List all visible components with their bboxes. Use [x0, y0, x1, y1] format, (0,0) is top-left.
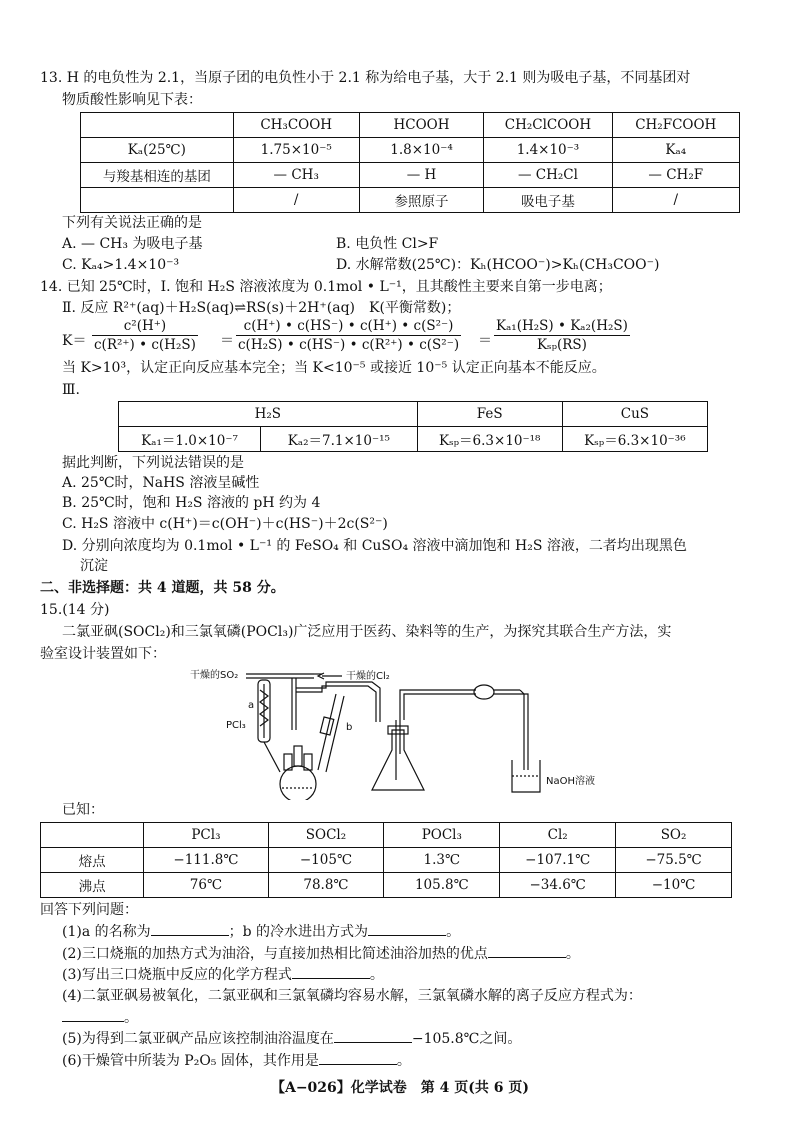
table-cell: Kₐ(25℃): [81, 138, 234, 163]
table-cell: — CH₂Cl: [484, 163, 612, 188]
section-heading: 二、非选择题：共 4 道题，共 58 分。: [40, 580, 285, 596]
table-row: [41, 873, 732, 898]
q15-sub2: [62, 943, 580, 964]
q15-title: 15.(14 分): [40, 602, 110, 618]
q13-option-b: B. 电负性 Cl>F: [336, 236, 439, 252]
table-row: [41, 848, 732, 873]
sub3-end: 。: [369, 967, 384, 983]
equals-sign: ＝: [478, 333, 492, 349]
table-cell: 参照原子: [359, 188, 484, 213]
equals-sign: ＝: [220, 333, 234, 349]
table-cell: PCl₃: [144, 823, 268, 848]
label-cl2: 干燥的Cl₂: [346, 671, 390, 682]
table-cell: H₂S: [119, 402, 418, 427]
label-b: b: [346, 722, 353, 733]
table-cell: /: [612, 188, 739, 213]
table-cell: CH₂ClCOOH: [484, 113, 612, 138]
table-row: [81, 163, 740, 188]
table-cell: 1.3℃: [384, 848, 500, 873]
table-cell: Kₛₚ＝6.3×10⁻³⁶: [562, 427, 707, 452]
fraction-denominator: Kₛₚ(RS): [536, 337, 587, 353]
q14-line5: Ⅲ.: [62, 382, 80, 398]
sub1-part-c: 。: [446, 924, 461, 940]
answer-blank[interactable]: [319, 1050, 397, 1065]
table-cell: CuS: [562, 402, 707, 427]
table-cell: /: [233, 188, 359, 213]
table-cell: 1.75×10⁻⁵: [233, 138, 359, 163]
q13-stem: 下列有关说法正确的是: [62, 215, 202, 231]
sub3-text: (3)写出三口烧瓶中反应的化学方程式: [62, 967, 292, 983]
table-row: [119, 402, 708, 427]
table-cell: 吸电子基: [484, 188, 612, 213]
q15-intro2: 验室设计装置如下：: [40, 646, 166, 662]
q13-table: [80, 112, 740, 213]
answer-blank[interactable]: [488, 943, 566, 958]
label-naoh: NaOH溶液: [546, 776, 595, 787]
q14-line4: 当 K>10³，认定正向反应基本完全；当 K<10⁻⁵ 或接近 10⁻⁵ 认定正向基本不能反应。: [62, 360, 606, 376]
table-cell: −111.8℃: [144, 848, 268, 873]
q14-option-a: A. 25℃时，NaHS 溶液呈碱性: [62, 475, 260, 491]
q13-option-a: A. — CH₃ 为吸电子基: [62, 236, 203, 252]
q15-intro1: 二氯亚砜(SOCl₂)和三氯氧磷(POCl₃)广泛应用于医药、染料等的生产，为探究其联合生产方法，实: [62, 624, 672, 640]
table-cell: −107.1℃: [500, 848, 616, 873]
table-row: [119, 427, 708, 452]
sub2-text: (2)三口烧瓶的加热方式为油浴，与直接加热相比简述油浴加热的优点: [62, 946, 488, 962]
fraction-denominator: c(H₂S) • c(HS⁻) • c(R²⁺) • c(S²⁻): [238, 337, 460, 353]
table-cell: 76℃: [144, 873, 268, 898]
table-cell: 沸点: [41, 873, 144, 898]
apparatus-diagram: [176, 660, 622, 800]
q15-table: [40, 822, 732, 898]
table-cell: 熔点: [41, 848, 144, 873]
sub1-part-b: ；b 的冷水进出方式为: [228, 924, 369, 940]
answer-blank[interactable]: [334, 1028, 412, 1043]
table-cell: 1.4×10⁻³: [484, 138, 612, 163]
table-cell: HCOOH: [359, 113, 484, 138]
fraction-numerator: Kₐ₁(H₂S) • Kₐ₂(H₂S): [496, 318, 628, 334]
q14-fraction-3: [494, 317, 630, 354]
sub1-part-a: (1)a 的名称为: [62, 924, 151, 940]
label-a: a: [248, 700, 255, 711]
table-cell: CH₃COOH: [233, 113, 359, 138]
table-cell: — CH₃: [233, 163, 359, 188]
sub6-text: (6)干燥管中所装为 P₂O₅ 固体，其作用是: [62, 1053, 319, 1069]
fraction-numerator: c²(H⁺): [92, 317, 198, 336]
table-cell: −10℃: [616, 873, 732, 898]
sub6-end: 。: [396, 1053, 411, 1069]
table-cell: 78.8℃: [268, 873, 384, 898]
q14-line2: Ⅱ. 反应 R²⁺(aq)＋H₂S(aq)⇌RS(s)＋2H⁺(aq) K(平衡常数)；: [62, 300, 461, 316]
table-cell: Cl₂: [500, 823, 616, 848]
table-cell: SO₂: [616, 823, 732, 848]
q14-option-b: B. 25℃时，饱和 H₂S 溶液的 pH 约为 4: [62, 495, 321, 511]
q13-line2: 物质酸性影响见下表：: [62, 92, 202, 108]
answer-blank[interactable]: [151, 921, 229, 936]
table-cell: 与羧基相连的基团: [81, 163, 234, 188]
q15-sub5: [62, 1028, 521, 1049]
q14-option-d-cont: 沉淀: [80, 558, 108, 574]
table-cell: Kₐ₁＝1.0×10⁻⁷: [119, 427, 261, 452]
sub5-end: −105.8℃之间。: [411, 1031, 522, 1047]
q15-answer-intro: 回答下列问题：: [40, 902, 138, 918]
table-row: [41, 823, 732, 848]
table-cell: −75.5℃: [616, 848, 732, 873]
fraction-denominator: c(R²⁺) • c(H₂S): [94, 337, 196, 353]
q14-line1: 14. 已知 25℃时，Ⅰ. 饱和 H₂S 溶液浓度为 0.1mol • L⁻¹，且其酸性主要来自第一步电离；: [40, 279, 612, 295]
q15-sub3: [62, 964, 384, 985]
table-cell: Kₐ₄: [612, 138, 739, 163]
q15-known: 已知：: [62, 802, 104, 818]
q14-stem: 据此判断，下列说法错误的是: [62, 455, 244, 471]
q14-fraction-1: [92, 317, 198, 354]
table-cell: — CH₂F: [612, 163, 739, 188]
answer-blank[interactable]: [62, 1007, 124, 1022]
sub4-end: 。: [124, 1010, 138, 1026]
table-row: [81, 138, 740, 163]
q15-sub4-answer: [62, 1007, 138, 1028]
table-row: [81, 113, 740, 138]
label-pcl3: PCl₃: [226, 720, 246, 731]
q15-sub6: [62, 1050, 411, 1071]
q14-option-c: C. H₂S 溶液中 c(H⁺)＝c(OH⁻)＋c(HS⁻)＋2c(S²⁻): [62, 516, 388, 532]
table-cell: −34.6℃: [500, 873, 616, 898]
q15-sub4: (4)二氯亚砜易被氧化，二氯亚砜和三氯氧磷均容易水解，三氯氧磷水解的离子反应方程式为：: [62, 988, 642, 1004]
q13-line1: 13. H 的电负性为 2.1，当原子团的电负性小于 2.1 称为给电子基，大于 2.1 则为吸电子基，不同基团对: [40, 70, 691, 86]
q15-sub1: [62, 921, 460, 942]
table-cell: — H: [359, 163, 484, 188]
table-cell: 105.8℃: [384, 873, 500, 898]
q14-table: [118, 401, 708, 452]
q13-option-d: D. 水解常数(25℃)：Kₕ(HCOO⁻)>Kₕ(CH₃COO⁻): [336, 257, 660, 273]
q14-k-label: K＝: [62, 333, 87, 349]
table-cell: CH₂FCOOH: [612, 113, 739, 138]
label-so2: 干燥的SO₂: [190, 670, 239, 681]
page-footer: 【A−026】化学试卷 第 4 页(共 6 页): [270, 1080, 530, 1096]
table-cell: [41, 823, 144, 848]
table-cell: [81, 188, 234, 213]
table-cell: SOCl₂: [268, 823, 384, 848]
answer-blank[interactable]: [368, 921, 446, 936]
fraction-numerator: c(H⁺) • c(HS⁻) • c(H⁺) • c(S²⁻): [236, 317, 461, 336]
table-cell: 1.8×10⁻⁴: [359, 138, 484, 163]
q14-option-d: D. 分别向浓度均为 0.1mol • L⁻¹ 的 FeSO₄ 和 CuSO₄ 溶液中滴加饱和 H₂S 溶液，二者均出现黑色: [62, 538, 687, 554]
answer-blank[interactable]: [292, 964, 370, 979]
table-cell: Kₐ₂＝7.1×10⁻¹⁵: [261, 427, 418, 452]
q14-fraction-2: [236, 317, 461, 354]
table-cell: [81, 113, 234, 138]
table-cell: FeS: [417, 402, 562, 427]
table-row: [81, 188, 740, 213]
table-cell: Kₛₚ＝6.3×10⁻¹⁸: [417, 427, 562, 452]
table-cell: POCl₃: [384, 823, 500, 848]
sub2-end: 。: [565, 946, 580, 962]
sub5-text: (5)为得到二氯亚砜产品应该控制油浴温度在: [62, 1031, 334, 1047]
table-cell: −105℃: [268, 848, 384, 873]
q13-option-c: C. Kₐ₄>1.4×10⁻³: [62, 257, 180, 273]
